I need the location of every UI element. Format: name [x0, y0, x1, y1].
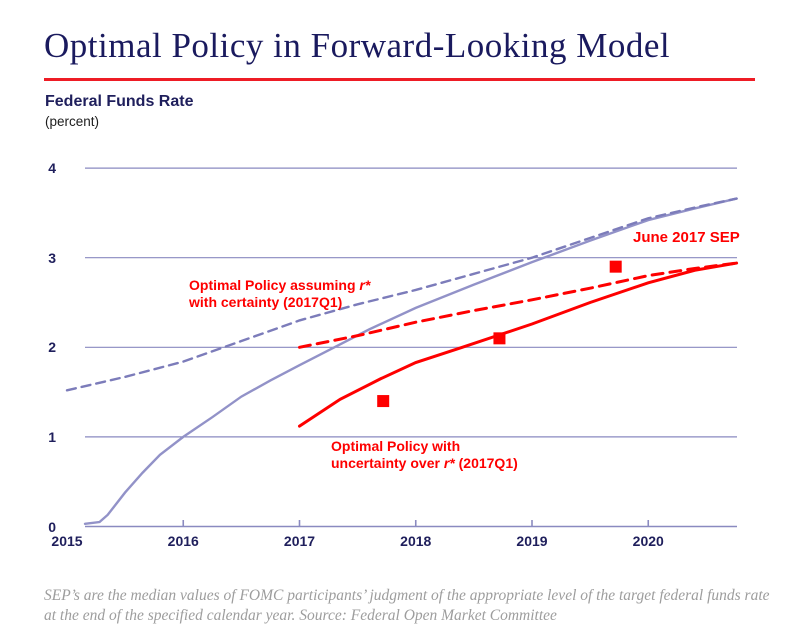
uncertainty-rstar: r* [443, 455, 455, 471]
y-tick-label-2: 2 [48, 339, 56, 356]
annotation-optimal-policy-certainty [189, 277, 370, 311]
uncertainty-line1: Optimal Policy with [331, 438, 461, 454]
y-tick-label-0: 0 [48, 518, 56, 535]
certainty-line1: Optimal Policy assuming [189, 277, 360, 293]
uncertainty-line2-post: (2017Q1) [454, 455, 518, 471]
uncertainty-line2: uncertainty over [331, 455, 444, 471]
series-line-baseline-dashed-purple [67, 199, 737, 391]
x-tick-label-2016: 2016 [167, 533, 199, 549]
x-tick-label-2015: 2015 [51, 533, 83, 549]
y-axis-title: Federal Funds Rate [45, 93, 194, 110]
annotation-optimal-policy-uncertainty [331, 438, 518, 472]
source-footnote [44, 586, 774, 626]
page-title: Optimal Policy in Forward-Looking Model [44, 26, 671, 65]
x-tick-label-2020: 2020 [632, 533, 664, 549]
june-2017-sep-marker-2 [610, 261, 622, 273]
y-tick-label-1: 1 [48, 428, 56, 445]
y-axis-units: (percent) [45, 114, 100, 129]
y-tick-label-3: 3 [48, 249, 56, 266]
footnote-line-1: SEP’s are the median values of FOMC participants’ judgment of the appropriate level of the target federal funds rate [44, 587, 770, 604]
x-tick-label-2019: 2019 [516, 533, 548, 549]
x-tick-label-2017: 2017 [283, 533, 316, 549]
june-2017-sep-marker-0 [377, 395, 389, 407]
annotation-june-2017-sep [633, 229, 740, 246]
annotation-june-2017-sep-text: June 2017 SEP [633, 229, 740, 246]
june-2017-sep-marker-1 [493, 332, 505, 344]
certainty-rstar: r* [359, 277, 371, 293]
footnote-line-2: at the end of the specified calendar year. Source: Federal Open Market Committee [44, 607, 557, 624]
certainty-line2: with certainty (2017Q1) [189, 294, 343, 310]
x-tick-label-2018: 2018 [400, 533, 432, 549]
y-tick-label-4: 4 [48, 160, 56, 177]
